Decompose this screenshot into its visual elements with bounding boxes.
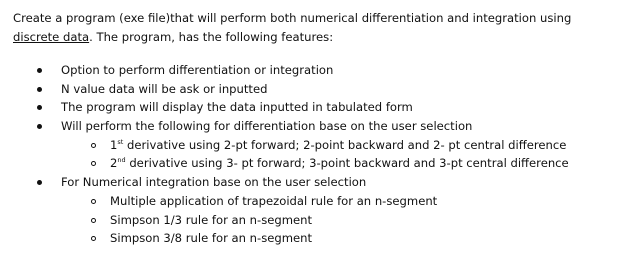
integration-option (13, 211, 613, 230)
differentiation-option (13, 154, 613, 173)
feature-text: Will perform the following for differentiation base on the user selection (61, 119, 473, 134)
option-text: derivative using 3- pt forward; 3-point backward and 3-pt central difference (125, 156, 569, 171)
feature-text: N value data will be ask or inputted (61, 81, 268, 96)
hollow-bullet-icon (91, 143, 96, 148)
hollow-bullet-icon (91, 236, 96, 241)
feature-text: Option to perform differentiation or integration (61, 63, 334, 77)
feature-text: The program will display the data inputted in tabulated form (61, 100, 413, 115)
bullet-icon (37, 105, 42, 110)
intro-line-2 (13, 28, 613, 47)
ordinal-suffix: st (117, 137, 124, 146)
hollow-bullet-icon (91, 199, 96, 204)
hollow-bullet-icon (91, 161, 96, 166)
feature-text: For Numerical integration base on the user selection (61, 175, 367, 190)
feature-item (13, 61, 613, 80)
ordinal: 2 (110, 156, 118, 171)
document (13, 9, 613, 248)
bullet-icon (37, 180, 42, 185)
ordinal: 1 (110, 137, 118, 152)
hollow-bullet-icon (91, 218, 96, 223)
feature-item (13, 80, 613, 99)
bullet-icon (37, 68, 42, 73)
feature-item (13, 117, 613, 136)
option-text: Simpson 3/8 rule for an n-segment (110, 231, 313, 246)
feature-item (13, 98, 613, 117)
option-text: derivative using 2-pt forward; 2-point backward and 2- pt central difference (123, 137, 567, 152)
feature-item (13, 173, 613, 192)
feature-list (13, 61, 613, 248)
integration-option (13, 192, 613, 211)
bullet-icon (37, 124, 42, 129)
underlined-term: discrete data (13, 30, 90, 44)
intro-paragraph (13, 9, 613, 47)
option-text: Multiple application of trapezoidal rule for an n-segment (110, 193, 438, 208)
intro-line-1: Create a program (exe file)that will perform both numerical differentiation and integration using (13, 11, 572, 25)
option-text: Simpson 1/3 rule for an n-segment (110, 212, 313, 227)
bullet-icon (37, 87, 42, 92)
differentiation-option (13, 136, 613, 155)
intro-line-2-rest: . The program, has the following features: (89, 30, 334, 44)
ordinal-suffix: nd (117, 156, 126, 165)
integration-option (13, 229, 613, 248)
